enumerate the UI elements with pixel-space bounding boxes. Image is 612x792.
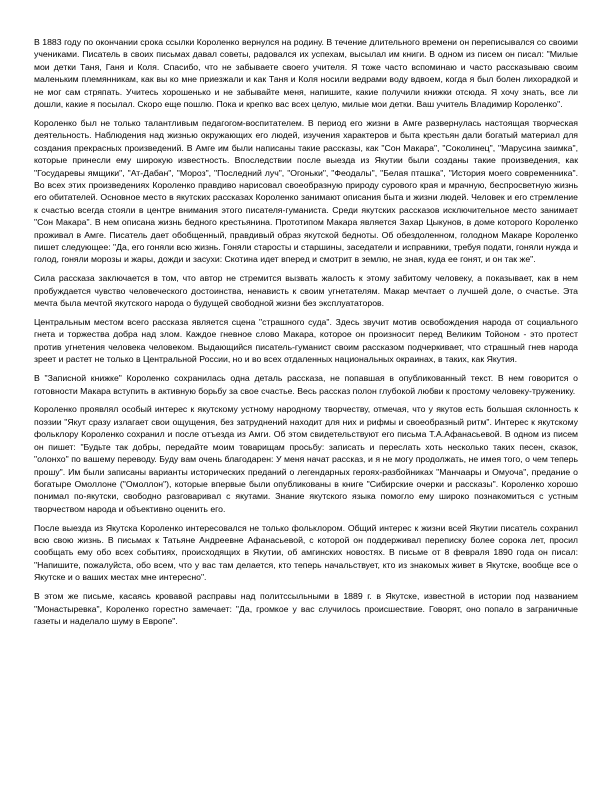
paragraph-folklore: Короленко проявлял особый интерес к якутскому устному народному творчеству, отмечая, что у якутов есть большая склонность к поэзии "Якут сразу излагает свои ощущения, без затруднений находит для них и рифмы и своеобразный ритм". Интерес к якутскому фольклору Короленко сохранил и после отъезда из Амги. Об этом свидетельствуют его письма Т.А.Афанасьевой. В одном из писем он пишет: "Будьте так добры, передайте моим товарищам просьбу: записать и переслать хоть несколько таких песен, сказок, "олонхо" по вашему переводу. Буду вам очень благодарен: У меня начат рассказ, и я не могу продолжать, не имея того, о чем теперь прошу". Им были записаны варианты исторических преданий о легендарных героях-разбойниках "Манчаары и Омуоча", предание о богатыре Омоллоне ("Омоллон"), которые впервые были опубликованы в книге "Сибирские очерки и рассказы". Короленко хорошо понимал по-якутски, свободно разговаривал с якутами. Знание якутского языка помогло ему широко познакомиться с устным творчеством народа и объективно оценить его. — [34, 404, 578, 514]
paragraph-story-power: Сила рассказа заключается в том, что автор не стремится вызвать жалость к этому забитому человеку, а показывает, как в нем пробуждается чувство человеческого достоинства, ненависть к своим угнетателям. Макар мечтает о лучшей доле, о счастье. Эта мечта была мечтой якутского народа о будущей свободной жизни без эксплуататоров. — [34, 273, 578, 309]
paragraph-yakutia-interest: После выезда из Якутска Короленко интересовался не только фольклором. Общий интерес к жизни всей Якутии писатель сохранил всю свою жизнь. В письмах к Татьяне Андреевне Афанасьевой, с которой он поддерживал переписку более сорока лет, просил сообщать ему обо всех событиях, происходящих в Якутии, об амгинских новостях. В письме от 8 февраля 1890 года он писал: "Напишите, пожалуйста, обо всем, что у вас там делается, кто теперь начальствует, кто из знакомых живет в Якутске, вообще все о Якутске и о ваших местах мне интересно". — [34, 522, 578, 583]
document-body — [34, 36, 578, 627]
paragraph-return-home: В 1883 году по окончании срока ссылки Короленко вернулся на родину. В течение длительного времени он переписывался со своими учениками. Писатель в своих письмах давал советы, радовался их успехам, высылал им книги. В одном из писем он писал: "Милые мои детки Таня, Ганя и Коля. Спасибо, что не забываете своего учителя. Я тоже часто вспоминаю и часто рассказываю своим маленьким племянникам, как вы ко мне приезжали и как Таня и Коля носили ведрами воду вдвоем, когда я был болен лихорадкой и не мог сам стряпать. Учитесь хорошенько и не забывайте меня, напишите, какие получили книжки отсюда. Я хочу знать, все ли дошли, какие я посылал. Скоро еще пошлю. Пока и крепко вас всех целую, милые мои детки. Ваш учитель Владимир Короленко". — [34, 37, 578, 110]
paragraph-monastyrevka: В этом же письме, касаясь кровавой расправы над политссыльными в 1889 г. в Якутске, известной в истории под названием "Монастыревка", Короленко горестно замечает: "Да, громкое у вас случилось происшествие. Говорят, оно попало в заграничные газеты и наделало шуму в Европе". — [34, 591, 578, 626]
paragraph-last-judgment: Центральным местом всего рассказа является сцена "страшного суда". Здесь звучит мотив освобождения народа от социального гнета и торжества добра над злом. Каждое гневное слово Макара, которое он произносит перед Великим Тойоном - это протест против угнетения человека человеком. Выдающийся писатель-гуманист своим рассказом подчеркивает, что страшный гнев народа зреет и растет не только в Центральной России, но и во всех отдаленных национальных окраинах, в таких, как Якутия. — [34, 317, 578, 365]
paragraph-amga-works: Короленко был не только талантливым педагогом-воспитателем. В период его жизни в Амге развернулась настоящая творческая деятельность. Наблюдения над жизнью окружающих его людей, изучения характеров и быта крестьян дали богатый материал для создания прекрасных произведений. В Амге им были написаны такие рассказы, как "Сон Макара", "Соколинец", "Марусина заимка", которые принесли ему широкую известность. Впоследствии после выезда из Якутии были созданы такие произведения, как "Государевы ямщики", "Ат-Дабан", "Мороз", "Последний луч", "Огоньки", "Феодалы", "Белая пташка", "История моего современника". Во всех этих произведениях Короленко правдиво нарисовал своеобразную природу сурового края и мрачную, беспросветную жизнь его обитателей. Основное место в якутских рассказах Короленко занимают описания быта и жизни людей. Человек и его стремление к счастью всегда стояли в центре внимания этого писателя-гуманиста. Среди якутских рассказов исключительное место занимает "Сон Макара". В нем описана жизнь бедного крестьянина. Прототипом Макара является Захар Цыкунов, в доме которого Короленко проживал в Амге. Писатель дает обобщенный, правдивый образ якутской бедноты. Об обездоленном, голодном Макаре Короленко пишет следующее: "Да, его гоняли всю жизнь. Гоняли старосты и старшины, заседатели и исправники, требуя подати, гоняли нужда и голод, гоняли морозы и жары, дожди и засухи: Скотина идет вперед и смотрит в землю, не зная, куда ее гонят, и он так же". — [34, 117, 578, 265]
paragraph-notebook: В "Записной книжке" Короленко сохранилась одна деталь рассказа, не попавшая в опубликованный текст. В нем говорится о готовности Макара вступить в активную борьбу за свое счастье. Весь рассказ полон глубокой любви к простому человеку-труженику. — [34, 373, 578, 396]
